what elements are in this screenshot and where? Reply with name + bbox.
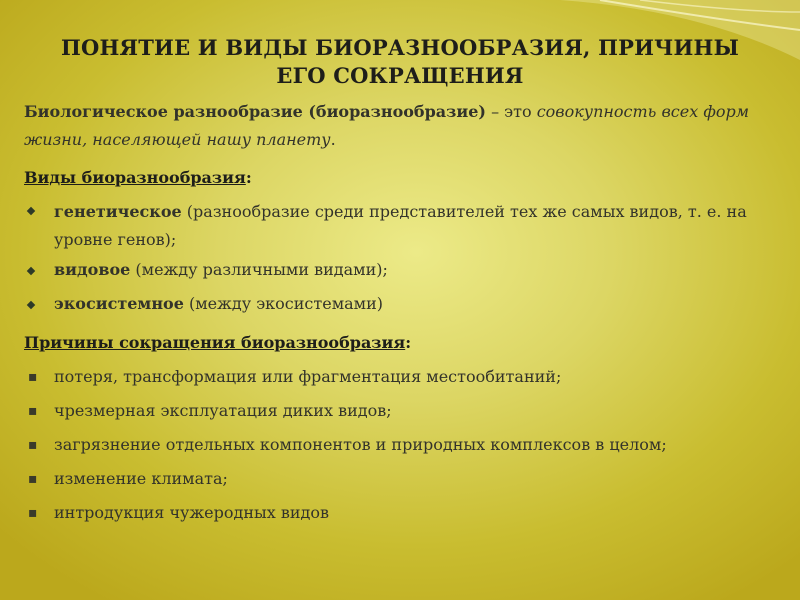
cause-text: интродукция чужеродных видов [54,503,330,522]
definition-text: совокупность всех форм жизни, населяющей нашу планету [24,102,749,149]
type-term: экосистемное [54,294,184,313]
definition-dash: – это [485,102,537,121]
page-title [40,34,760,90]
types-heading-text: Виды биоразнообразия [24,168,246,187]
diamond-bullet-icon [27,207,35,215]
bullet-icon: ▪ [28,369,38,385]
types-list [22,198,762,326]
cause-text: изменение климата; [54,469,228,488]
causes-heading-colon: : [405,333,412,352]
types-heading [24,168,252,187]
bullet-icon: ▪ [28,437,38,453]
list-item [22,292,762,326]
diamond-bullet-icon [27,267,35,275]
types-heading-colon: : [245,168,252,187]
list-item [22,468,762,502]
cause-text: потеря, трансформация или фрагментация местообитаний; [54,367,562,386]
causes-list [22,366,762,536]
causes-heading-text: Причины сокращения биоразнообразия [24,333,406,352]
type-term: генетическое [54,202,182,221]
title-line-1: ПОНЯТИЕ И ВИДЫ БИОРАЗНООБРАЗИЯ, ПРИЧИНЫ [60,35,740,60]
list-item [22,434,762,468]
list-item [22,258,762,292]
definition-paragraph [24,98,754,154]
diamond-bullet-icon [27,301,35,309]
bullet-icon: ▪ [28,471,38,487]
list-item [22,400,762,434]
type-desc: (между экосистемами) [183,294,384,313]
bullet-icon: ▪ [28,505,38,521]
type-desc: (между различными видами); [130,260,388,279]
cause-text: загрязнение отдельных компонентов и природных комплексов в целом; [54,435,667,454]
type-desc: (разнообразие среди представителей тех же самых видов, т. е. на уровне генов); [54,202,747,249]
definition-term: Биологическое разнообразие (биоразнообразие) [24,102,486,121]
causes-heading [24,333,411,352]
definition-end: . [330,130,336,149]
type-term: видовое [54,260,131,279]
title-line-2: ЕГО СОКРАЩЕНИЯ [276,63,524,88]
list-item [22,502,762,536]
list-item [22,366,762,400]
cause-text: чрезмерная эксплуатация диких видов; [54,401,392,420]
bullet-icon: ▪ [28,403,38,419]
list-item [22,198,762,258]
